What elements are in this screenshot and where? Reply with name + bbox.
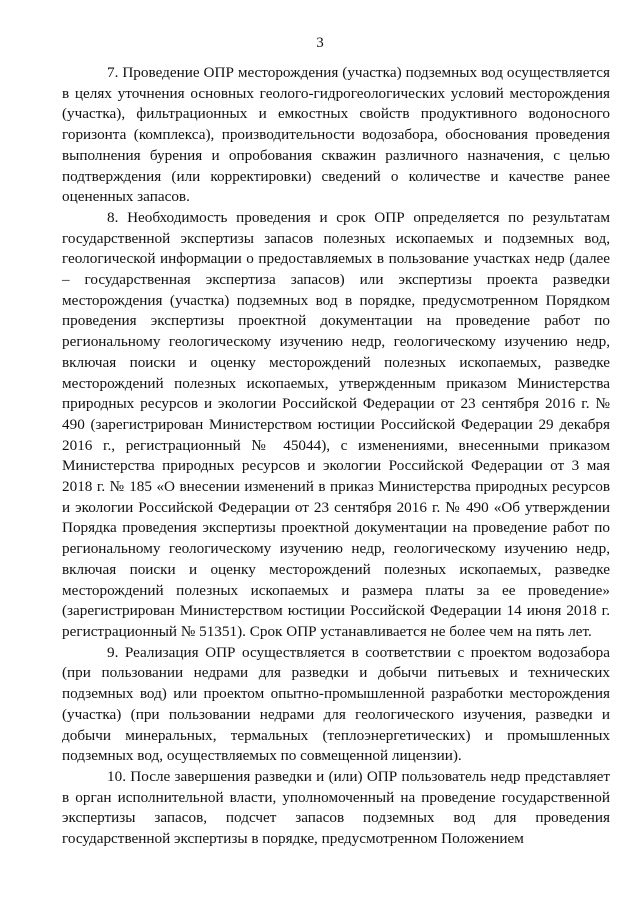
paragraph-9: 9. Реализация ОПР осуществляется в соответствии с проектом водозабора (при пользовании недрами для разведки и добычи питьевых и технических подземных вод) или проектом опытно-промышленной разработки месторождения (участка) (при пользовании недрами для геологического изучения, разведки и добычи минеральных, термальных (теплоэнергетических) и промышленных подземных вод, осуществляемых по совмещенной лицензии). [62,643,610,765]
paragraph-10: 10. После завершения разведки и (или) ОПР пользователь недр представляет в орган исполнительной власти, уполномоченный на проведение государственной экспертизы запасов, подсчет запасов подземных вод для проведения государственной экспертизы в порядке, предусмотренном Положением [62,767,610,848]
paragraph-7: 7. Проведение ОПР месторождения (участка) подземных вод осуществляется в целях уточнения основных геолого-гидрогеологических условий месторождения (участка), фильтрационных и емкостных свойств продуктивного водоносного горизонта (комплекса), производительности водозабора, обоснования проведения выполнения бурения и опробования скважин различного назначения, с целью подтверждения (или корректировки) сведений о количестве и качестве ранее оцененных запасов. [62,64,610,206]
paragraph-8: 8. Необходимость проведения и срок ОПР определяется по результатам государственной экспертизы запасов полезных ископаемых и подземных вод, геологической информации о предоставляемых в пользование участках недр (далее – государственная экспертиза запасов) или экспертизы проекта разведки месторождения (участка) подземных вод в порядке, предусмотренном Порядком проведения экспертизы проектной документации на проведение работ по региональному геологическому изучению недр, геологическому изучению недр, включая поиски и оценку месторождений полезных ископаемых, разведке месторождений полезных ископаемых, утвержденным приказом Министерства природных ресурсов и экологии Российской Федерации от 23 сентября 2016 г. № 490 (зарегистрирован Министерством юстиции Российской Федерации 29 декабря 2016 г., регистрационный № 45044), с изменениями, внесенными приказом Министерства природных ресурсов и экологии Российской Федерации от 3 мая 2018 г. № 185 «О внесении изменений в приказ Министерства природных ресурсов и экологии Российской Федерации от 23 сентября 2016 г. № 490 «Об утверждении Порядка проведения экспертизы проектной документации на проведение работ по региональному геологическому изучению недр, геологическому изучению недр, включая поиски и оценку месторождений полезных ископаемых, разведке месторождений полезных ископаемых и размера платы за ее проведение» (зарегистрирован Министерством юстиции Российской Федерации 14 июня 2018 г. регистрационный № 51351). Срок ОПР устанавливается не более чем на пять лет. [62,208,610,640]
document-body [62,63,610,850]
page-number: 3 [316,35,324,51]
